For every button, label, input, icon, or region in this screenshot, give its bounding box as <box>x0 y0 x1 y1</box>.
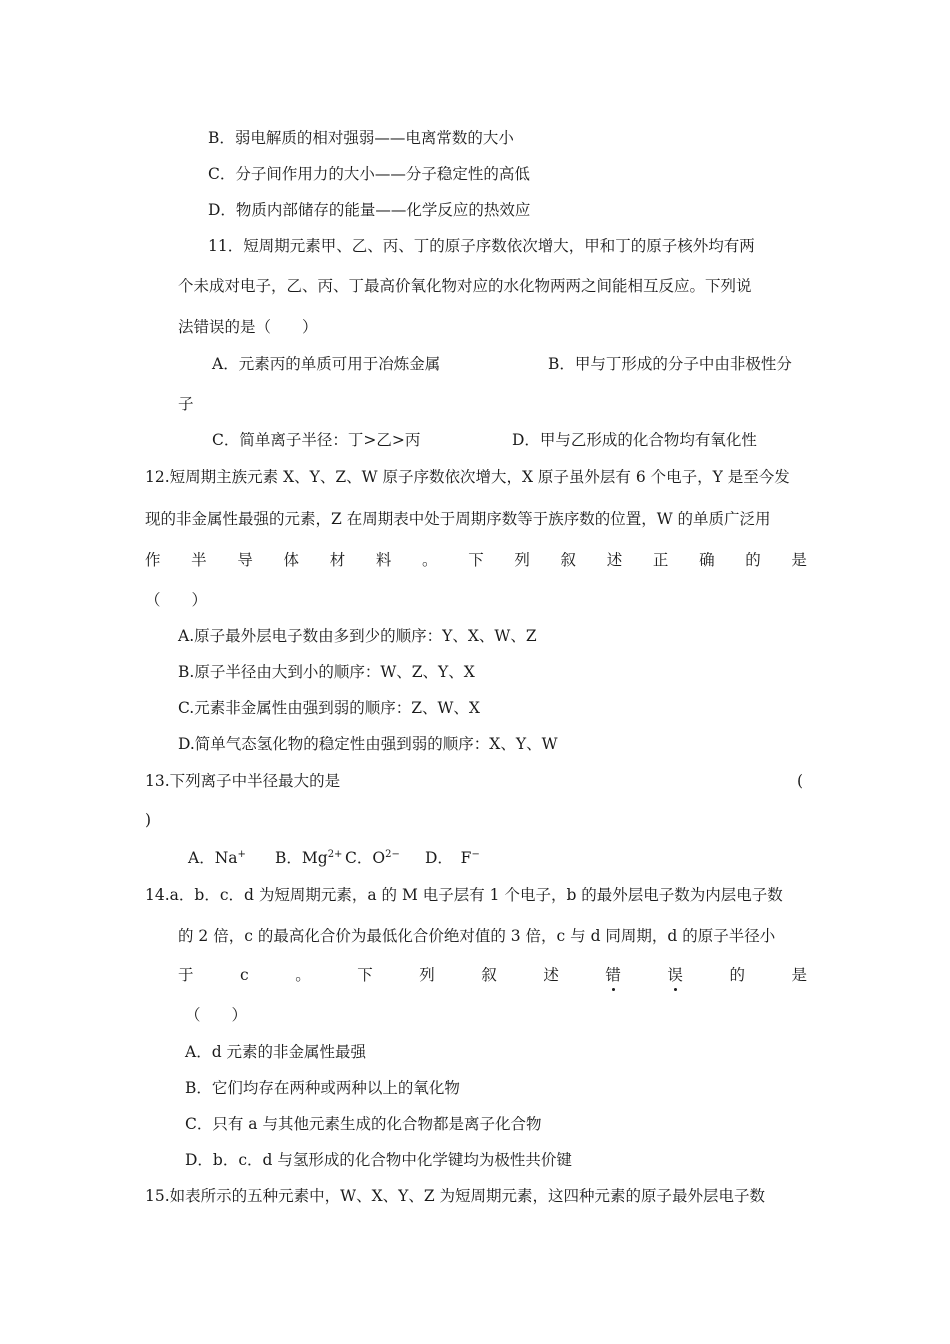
q11-stem-line3: 法错误的是（ ） <box>178 318 318 336</box>
q14-stem-line1: 14.a．b．c．d 为短周期元素，a 的 M 电子层有 1 个电子，b 的最外层电子数为内层电子数 <box>145 886 783 904</box>
q13-option-b: B．$Mg^{2+}$ <box>275 848 343 867</box>
emphasis-dot: 误 <box>667 966 683 984</box>
q11-option-c: C．简单离子半径：丁>乙>丙 <box>212 431 421 449</box>
q11-option-a: A．元素丙的单质可用于冶炼金属 <box>212 355 441 373</box>
option-b-line: B．弱电解质的相对强弱——电离常数的大小 <box>208 129 514 147</box>
q13-paren-open: ( <box>797 772 804 790</box>
q12-stem-line1: 12.短周期主族元素 X、Y、Z、W 原子序数依次增大，X 原子虽外层有 6 个电子，Y 是至今发 <box>145 468 790 486</box>
emphasis-dot: 错 <box>605 966 621 984</box>
q11-option-d: D．甲与乙形成的化合物均有氧化性 <box>512 431 757 449</box>
q12-stem-line3: 作 半 导 体 材 料 。 下 列 叙 述 正 确 的 是 <box>145 551 807 569</box>
q12-option-b: B.原子半径由大到小的顺序：W、Z、Y、X <box>178 663 475 681</box>
q12-option-c: C.元素非金属性由强到弱的顺序：Z、W、X <box>178 699 480 717</box>
q15-stem-line1: 15.如表所示的五种元素中，W、X、Y、Z 为短周期元素，这四种元素的原子最外层电子数 <box>145 1187 766 1205</box>
q11-option-b-wrap: 子 <box>178 395 194 413</box>
q12-option-d: D.简单气态氢化物的稳定性由强到弱的顺序：X、Y、W <box>178 735 558 753</box>
q14-stem-line3: 于 c 。 下 列 叙 述 错 误 的 是 <box>178 966 807 984</box>
q13-option-a: A．Na+ <box>188 848 246 867</box>
q11-stem-line2: 个未成对电子，乙、丙、丁最高价氧化物对应的水化物两两之间能相互反应。下列说 <box>178 277 752 295</box>
q14-answer-paren: （ ） <box>185 1006 248 1024</box>
q14-stem-line2: 的 2 倍，c 的最高化合价为最低化合价绝对值的 3 倍，c 与 d 同周期，d 的原子半径小 <box>178 927 776 945</box>
q14-option-b: B．它们均存在两种或两种以上的氧化物 <box>185 1079 460 1097</box>
q13-stem: 13.下列离子中半径最大的是 <box>145 772 341 790</box>
option-d-line: D．物质内部储存的能量——化学反应的热效应 <box>208 201 531 219</box>
q13-option-c: C．$O^{2-}$ <box>345 848 400 867</box>
q14-option-a: A．d 元素的非金属性最强 <box>185 1043 367 1061</box>
q12-stem-line2: 现的非金属性最强的元素，Z 在周期表中处于周期序数等于族序数的位置，W 的单质广泛用 <box>145 510 771 528</box>
option-c-line: C．分子间作用力的大小——分子稳定性的高低 <box>208 165 530 183</box>
q12-option-a: A.原子最外层电子数由多到少的顺序：Y、X、W、Z <box>178 627 537 645</box>
q13-paren-close: ) <box>145 811 152 829</box>
q14-option-d: D．b．c．d 与氢形成的化合物中化学键均为极性共价键 <box>185 1151 572 1169</box>
q14-option-c: C．只有 a 与其他元素生成的化合物都是离子化合物 <box>185 1115 542 1133</box>
q12-answer-paren: （ ） <box>145 591 208 609</box>
q11-option-b: B．甲与丁形成的分子中由非极性分 <box>548 355 792 373</box>
q11-stem-line1: 11．短周期元素甲、乙、丙、丁的原子序数依次增大，甲和丁的原子核外均有两 <box>208 237 755 255</box>
q13-option-d: D． F− <box>425 848 480 867</box>
